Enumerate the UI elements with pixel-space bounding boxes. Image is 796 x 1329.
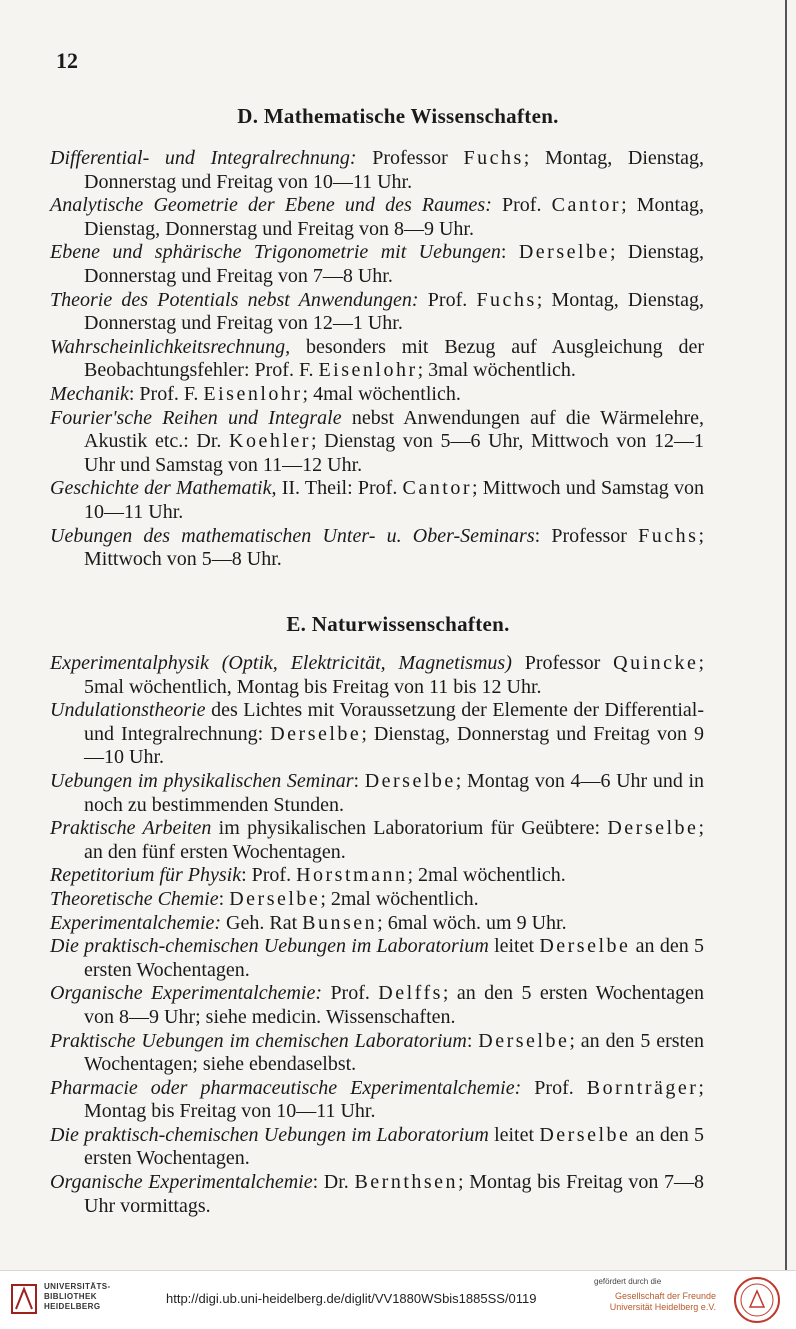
course-title: Repetitorium für Physik — [50, 864, 242, 887]
course-entry — [50, 289, 704, 336]
course-details: im physikalischen Laboratorium für Geübtere: Derselbe; an den fünf ersten Wochentagen. — [84, 817, 704, 863]
course-title: Differential- und Integralrechnung: — [50, 147, 357, 169]
course-title: Theorie des Potentials nebst Anwendungen: — [50, 288, 419, 311]
course-details: leitet Derselbe an den 5 ersten Wochentagen. — [84, 935, 704, 981]
course-details: , II. Theil: Prof. Cantor; Mittwoch und Samstag von 10—11 Uhr. — [84, 477, 704, 523]
course-details: Prof. Cantor; Montag, Dienstag, Donnerstag und Freitag von 8—9 Uhr. — [84, 194, 704, 240]
funded-by-label: gefördert durch die — [594, 1277, 662, 1286]
course-entry — [50, 912, 704, 936]
course-details: Professor Fuchs; Montag, Dienstag, Donnerstag und Freitag von 10—11 Uhr. — [84, 147, 704, 193]
course-details: : Prof. Horstmann; 2mal wöchentlich. — [241, 864, 566, 887]
course-details: : Derselbe; an den 5 ersten Wochentagen; siehe ebendaselbst. — [84, 1029, 704, 1076]
society-name — [610, 1291, 716, 1313]
course-entry — [50, 1077, 704, 1124]
course-entry — [50, 699, 704, 770]
section-mathematics-entries — [50, 147, 704, 572]
course-title: Mechanik — [50, 382, 129, 405]
course-entry — [50, 770, 704, 817]
course-details: des Lichtes mit Voraussetzung der Elemente der Differential- und Integralrechnung: Derselbe; Dienstag, Donnerstag und Freitag von 9—10 Uhr. — [84, 699, 704, 769]
page-number: 12 — [56, 48, 78, 73]
page-edge-line — [785, 0, 787, 1270]
course-entry — [50, 241, 704, 288]
course-title: Experimentalchemie: — [50, 911, 222, 934]
course-entry — [50, 407, 704, 478]
course-title: Organische Experimentalchemie: — [50, 982, 323, 1005]
course-entry — [50, 336, 704, 383]
course-title: Wahrscheinlichkeitsrechnung, — [50, 335, 291, 358]
course-title: Uebungen des mathematischen Unter- u. Ober-Seminars — [50, 524, 535, 547]
course-details: Geh. Rat Bunsen; 6mal wöch. um 9 Uhr. — [221, 911, 567, 934]
course-entry — [50, 194, 704, 241]
library-logo-icon — [10, 1281, 38, 1317]
library-name-line: BIBLIOTHEK — [44, 1292, 97, 1301]
course-details: : Dr. Bernthsen; Montag bis Freitag von 7—8 Uhr vormittags. — [84, 1171, 704, 1217]
library-name — [44, 1282, 111, 1312]
university-seal-icon — [732, 1275, 782, 1325]
course-details: : Prof. F. Eisenlohr; 4mal wöchentlich. — [128, 382, 461, 405]
course-title: Praktische Arbeiten — [50, 817, 212, 840]
course-title: Analytische Geometrie der Ebene und des Raumes: — [50, 194, 492, 217]
course-entry — [50, 888, 704, 912]
course-title: Ebene und sphärische Trigonometrie mit Uebungen — [50, 241, 501, 264]
course-details: leitet Derselbe an den 5 ersten Wochentagen. — [84, 1123, 704, 1170]
course-title: Pharmacie oder pharmaceutische Experimentalchemie: — [50, 1076, 522, 1099]
course-title: Praktische Uebungen im chemischen Laboratorium — [50, 1029, 467, 1052]
course-title: Fourier'sche Reihen und Integrale — [50, 406, 342, 429]
footer-bar — [0, 1270, 796, 1329]
course-details: : Professor Fuchs; Mittwoch von 5—8 Uhr. — [84, 524, 704, 571]
course-title: Die praktisch-chemischen Uebungen im Laboratorium — [50, 935, 489, 958]
course-title: Die praktisch-chemischen Uebungen im Laboratorium — [50, 1123, 489, 1146]
course-details: Prof. Bornträger; Montag bis Freitag von 10—11 Uhr. — [84, 1076, 704, 1123]
course-details: : Derselbe; Montag von 4—6 Uhr und in noch zu bestimmenden Stunden. — [84, 769, 705, 816]
society-name-line: Gesellschaft der Freunde — [614, 1291, 716, 1301]
course-title: Undulationstheorie — [50, 699, 206, 722]
course-entry — [50, 477, 704, 524]
course-entry — [50, 652, 704, 699]
course-title: Theoretische Chemie — [50, 887, 219, 910]
course-details: : Derselbe; Dienstag, Donnerstag und Freitag von 7—8 Uhr. — [84, 241, 704, 287]
course-entry — [50, 1124, 704, 1171]
course-details: Professor Quincke; 5mal wöchentlich, Montag bis Freitag von 11 bis 12 Uhr. — [84, 652, 704, 698]
society-name-line: Universität Heidelberg e.V. — [609, 1302, 716, 1312]
section-heading-natural-sciences: E. Naturwissenschaften. — [286, 612, 510, 636]
course-title: Organische Experimentalchemie — [50, 1171, 313, 1194]
course-details: nebst Anwendungen auf die Wärmelehre, Akustik etc.: Dr. Koehler; Dienstag von 5—6 Uhr, Mittwoch von 12—1 Uhr und Samstag von 11—12 Uhr. — [84, 406, 705, 476]
course-title: Geschichte der Mathematik — [50, 477, 272, 500]
section-heading-mathematics: D. Mathematische Wissenschaften. — [237, 104, 559, 128]
course-entry — [50, 817, 704, 864]
course-entry — [50, 864, 704, 888]
course-entry — [50, 525, 704, 572]
library-name-line: HEIDELBERG — [44, 1302, 101, 1311]
course-title: Uebungen im physikalischen Seminar — [50, 769, 354, 792]
course-entry — [50, 982, 704, 1029]
section-natural-sciences-entries — [50, 652, 704, 1218]
course-entry — [50, 147, 704, 194]
course-details: besonders mit Bezug auf Ausgleichung der Beobachtungsfehler: Prof. F. Eisenlohr; 3mal wöchentlich. — [84, 335, 704, 382]
course-entry — [50, 1030, 704, 1077]
course-entry — [50, 1171, 704, 1218]
library-name-line: UNIVERSITÄTS- — [44, 1282, 111, 1291]
course-entry — [50, 383, 704, 407]
course-details: Prof. Fuchs; Montag, Dienstag, Donnerstag und Freitag von 12—1 Uhr. — [84, 288, 704, 335]
course-entry — [50, 935, 704, 982]
course-title: Experimentalphysik (Optik, Elektricität, Magnetismus) — [50, 652, 512, 674]
source-url[interactable]: http://digi.ub.uni-heidelberg.de/diglit/VV1880WSbis1885SS/0119 — [166, 1291, 537, 1306]
course-details: : Derselbe; 2mal wöchentlich. — [218, 887, 479, 910]
course-details: Prof. Delffs; an den 5 ersten Wochentagen von 8—9 Uhr; siehe medicin. Wissenschaften. — [84, 982, 704, 1028]
